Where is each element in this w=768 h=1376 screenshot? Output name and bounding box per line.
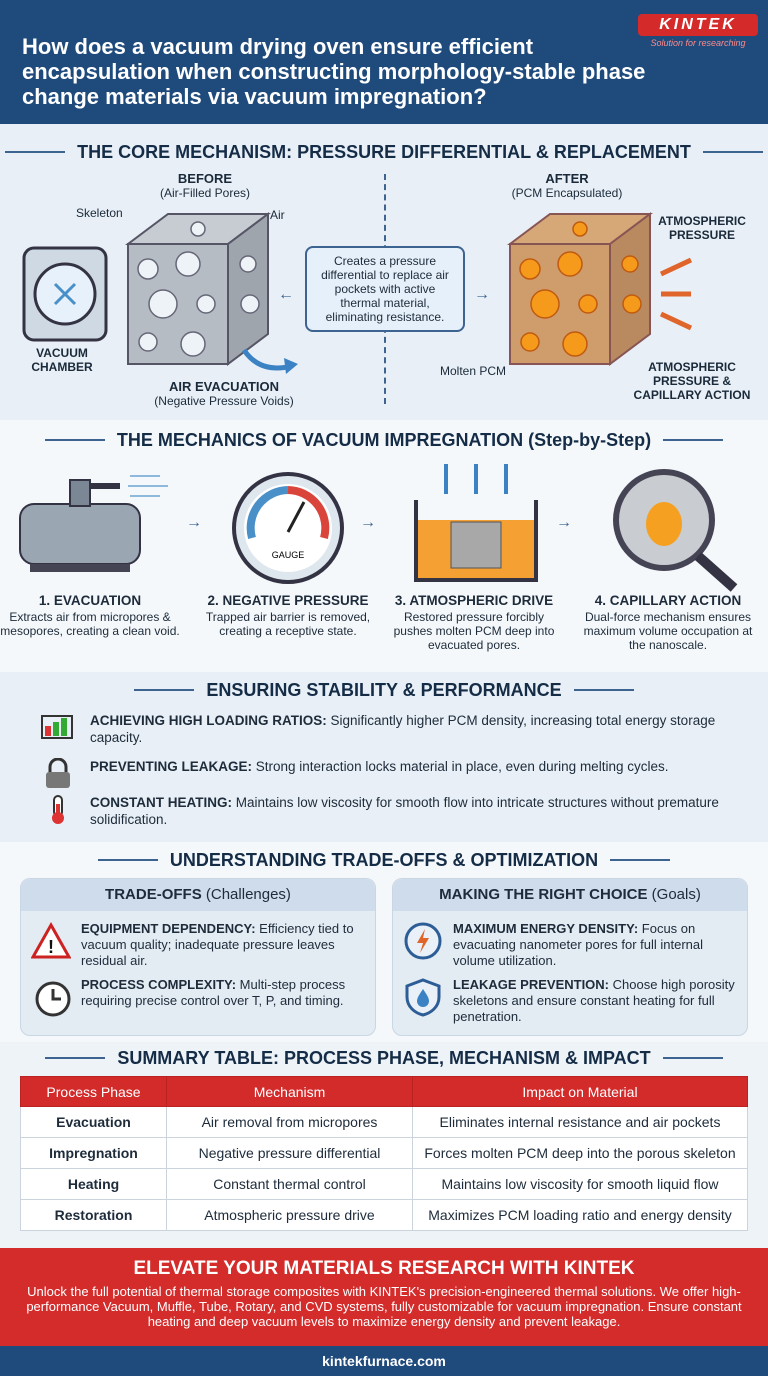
choice-card [392,878,748,1036]
stab-item-heating: CONSTANT HEATING: Maintains low viscosity for smooth flow into intricate structures without premature solidification. [40,794,740,828]
table-cell: Impregnation [21,1138,167,1169]
tradeoff-item-equipment: ! EQUIPMENT DEPENDENCY: Efficiency tied to vacuum quality; inadequate pressure leaves residual air. [31,921,371,969]
core-title: THE CORE MECHANISM: PRESSURE DIFFERENTIAL & REPLACEMENT [77,141,691,162]
mech-title: THE MECHANICS OF VACUUM IMPREGNATION (Step-by-Step) [116,429,652,450]
choice-card-header: MAKING THE RIGHT CHOICE (Goals) [393,879,747,911]
step-1: 1. EVACUATION Extracts air from micropores & mesopores, creating a clean void. [0,593,180,638]
step-3: 3. ATMOSPHERIC DRIVE Restored pressure forcibly pushes molten PCM deep into evacuated pores. [393,593,555,652]
page-title: How does a vacuum drying oven ensure efficient encapsulation when constructing morphology-stable phase change materials via vacuum impregnation? [22,34,646,109]
table-cell: Air removal from micropores [167,1107,413,1138]
footer-title: ELEVATE YOUR MATERIALS RESEARCH WITH KINTEK [133,1258,635,1279]
pcm-cube-after [500,204,660,374]
kintek-logo[interactable] [638,14,758,48]
choice-item-leakage: LEAKAGE PREVENTION: Choose high porosity skeletons and ensure constant heating for full penetration. [403,977,743,1025]
shield-drop-icon [403,977,443,1017]
molten-pcm-label: Molten PCM [440,364,507,378]
table-cell: Evacuation [21,1107,167,1138]
stab-item-loading: ACHIEVING HIGH LOADING RATIOS: Significantly higher PCM density, increasing total energy storage capacity. [40,712,740,746]
footer-text: Unlock the full potential of thermal storage composites with KINTEK's precision-engineered thermal solutions. We offer high-performance Vacuum, Muffle, Tube, Rotary, and CVD systems, fully customizable for vacuum impregnation. Ensure constant heating and deep vacuum levels to maximize energy density and prevent leakage. [26,1284,742,1329]
table-cell: Negative pressure differential [167,1138,413,1169]
energy-target-icon [403,921,443,961]
table-cell: Maximizes PCM loading ratio and energy density [413,1200,748,1231]
atm-capillary-label: ATMOSPHERIC PRESSURE & CAPILLARY ACTION [633,360,751,402]
step-arrow-3-icon: → [556,514,572,531]
core-title-row [0,140,768,164]
evacuation-arrow-icon [240,344,300,384]
summary-title: SUMMARY TABLE: PROCESS PHASE, MECHANISM & IMPACT [117,1047,651,1068]
atmospheric-pressure-label: ATMOSPHERIC PRESSURE [658,214,746,242]
col-header: Process Phase [21,1077,167,1107]
col-header: Mechanism [167,1077,413,1107]
logo-tagline: Solution for researching [650,38,746,48]
table-header-row [21,1077,748,1107]
tradeoffs-card [20,878,376,1036]
table-row [21,1138,748,1169]
table-cell: Maintains low viscosity for smooth liquid flow [413,1169,748,1200]
table-row [21,1107,748,1138]
clock-icon [31,977,71,1017]
table-cell: Restoration [21,1200,167,1231]
tradeoffs-card-header: TRADE-OFFS (Challenges) [21,879,375,911]
center-callout: Creates a pressure differential to replace air pockets with active thermal material, eliminating resistance. [305,246,465,332]
summary-title-row [0,1046,768,1070]
table-cell: Constant thermal control [167,1169,413,1200]
summary-table [20,1076,748,1231]
table-cell: Heating [21,1169,167,1200]
pressure-arrows-icon [655,254,695,334]
stability-section [0,672,768,842]
step-arrow-2-icon: → [360,514,376,531]
core-section [0,124,768,420]
magnifier-icon [606,464,746,594]
right-arrow-icon: → [474,286,490,303]
vacuum-pump-icon [10,464,180,584]
table-row [21,1169,748,1200]
lock-icon [40,758,76,788]
stab-item-leakage: PREVENTING LEAKAGE: Strong interaction locks material in place, even during melting cycles. [40,758,740,788]
svg-text:!: ! [48,937,54,957]
step-2: 2. NEGATIVE PRESSURE Trapped air barrier is removed, creating a receptive state. [205,593,371,638]
after-label: AFTER (PCM Encapsulated) [511,171,623,200]
air-label: Air [270,208,285,222]
stab-title: ENSURING STABILITY & PERFORMANCE [206,679,562,700]
vacuum-chamber-label: VACUUM CHAMBER [31,346,93,374]
tradeoff-item-complexity: PROCESS COMPLEXITY: Multi-step process requiring precise control over T, P, and timing. [31,977,371,1017]
logo-text: KINTEK [638,14,758,36]
website-link[interactable]: kintekfurnace.com [0,1346,768,1376]
mech-title-row [0,428,768,452]
thermometer-icon [40,794,76,824]
table-row [21,1200,748,1231]
before-label: BEFORE (Air-Filled Pores) [159,171,250,200]
mechanics-section [0,420,768,672]
trade-title-row [0,848,768,872]
choice-item-density: MAXIMUM ENERGY DENSITY: Focus on evacuating nanometer pores for full internal volume utilization. [403,921,743,969]
warning-gear-icon [31,921,71,961]
trade-title: UNDERSTANDING TRADE-OFFS & OPTIMIZATION [169,849,599,870]
header [0,0,768,124]
table-cell: Eliminates internal resistance and air pockets [413,1107,748,1138]
svg-text:GAUGE: GAUGE [271,550,305,560]
step-arrow-1-icon: → [186,514,202,531]
air-evacuation-label: AIR EVACUATION (Negative Pressure Voids) [154,379,294,408]
col-header: Impact on Material [413,1077,748,1107]
step-4: 4. CAPILLARY ACTION Dual-force mechanism ensures maximum volume occupation at the nanoscale. [583,593,753,652]
skeleton-label: Skeleton [76,206,123,220]
table-cell: Forces molten PCM deep into the porous skeleton [413,1138,748,1169]
stab-title-row [0,678,768,702]
footer-banner [0,1248,768,1346]
impregnation-tank-icon [406,460,546,590]
table-cell: Atmospheric pressure drive [167,1200,413,1231]
battery-icon [40,712,76,742]
pressure-gauge-icon [228,468,348,588]
left-arrow-icon: ← [278,286,294,303]
vacuum-chamber-icon [20,244,110,344]
